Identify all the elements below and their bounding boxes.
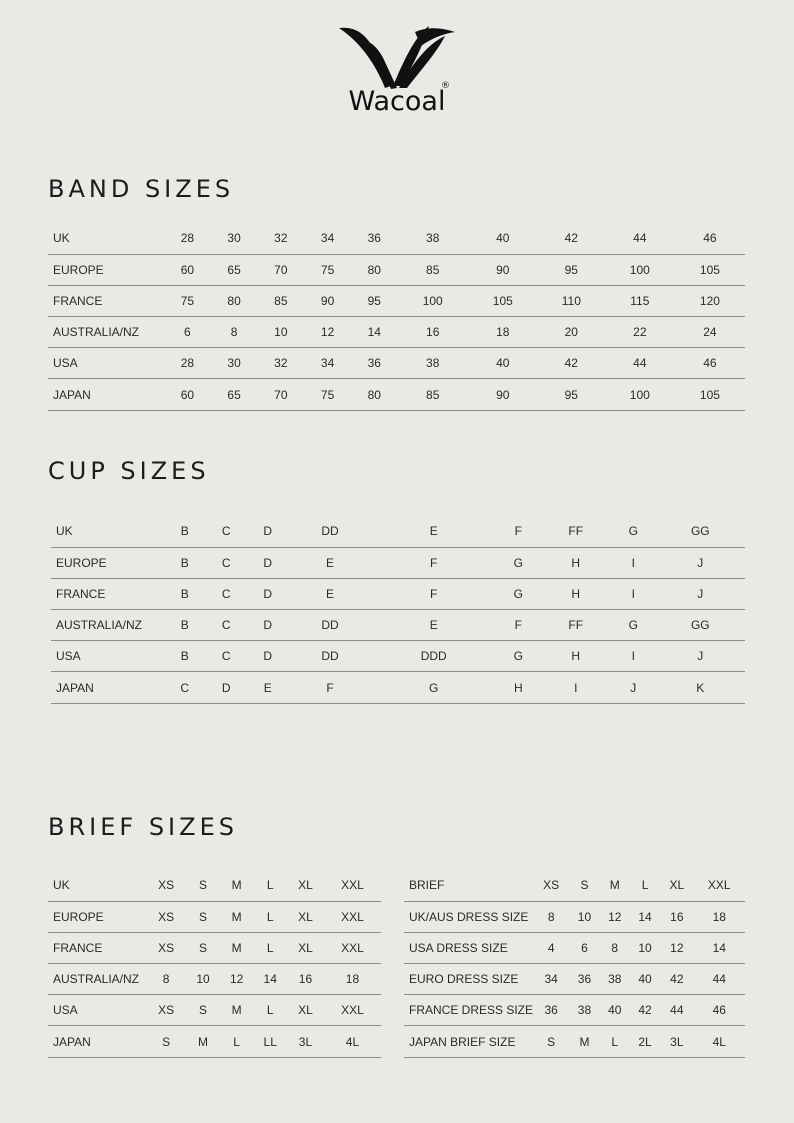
size-cell: D [247, 547, 289, 578]
size-cell: L [253, 870, 287, 901]
row-label: FRANCE [48, 285, 164, 316]
size-cell: 40 [468, 223, 538, 254]
row-label: EURO DRESS SIZE [404, 964, 533, 995]
size-cell: D [247, 516, 289, 547]
size-cell: 38 [398, 223, 468, 254]
size-cell: 10 [257, 317, 304, 348]
size-cell: D [206, 672, 248, 703]
size-cell: G [611, 516, 656, 547]
size-cell: 4L [324, 1026, 381, 1057]
size-cell: 95 [351, 285, 398, 316]
size-cell: 38 [398, 348, 468, 379]
size-cell: 85 [257, 285, 304, 316]
size-cell: 38 [569, 995, 599, 1026]
size-cell: 10 [630, 932, 660, 963]
table-row [404, 870, 745, 901]
size-cell: XXL [324, 901, 381, 932]
size-cell: 4L [693, 1026, 745, 1057]
row-label: FRANCE [51, 578, 164, 609]
size-cell: B [164, 547, 206, 578]
table-row [48, 254, 745, 285]
row-label: USA [48, 348, 164, 379]
size-cell: 40 [468, 348, 538, 379]
size-cell: 2L [630, 1026, 660, 1057]
size-cell: 30 [211, 223, 258, 254]
size-cell: XL [287, 901, 324, 932]
size-cell: 38 [600, 964, 630, 995]
row-label: FRANCE DRESS SIZE [404, 995, 533, 1026]
size-cell: 100 [605, 379, 675, 410]
size-cell: DD [289, 610, 372, 641]
table-row [48, 379, 745, 410]
size-cell: 28 [164, 348, 211, 379]
size-cell: E [372, 516, 496, 547]
size-cell: 105 [675, 254, 745, 285]
size-cell: 95 [538, 379, 605, 410]
size-cell: XXL [324, 870, 381, 901]
size-cell: B [164, 516, 206, 547]
size-cell: 8 [146, 964, 186, 995]
size-cell: 3L [287, 1026, 324, 1057]
size-cell: L [253, 995, 287, 1026]
table-row [51, 578, 745, 609]
row-label: AUSTRALIA/NZ [51, 610, 164, 641]
size-cell: L [253, 901, 287, 932]
size-cell: C [206, 578, 248, 609]
table-row [404, 901, 745, 932]
size-cell: 24 [675, 317, 745, 348]
size-cell: 60 [164, 379, 211, 410]
size-cell: XXL [324, 932, 381, 963]
size-cell: S [569, 870, 599, 901]
row-label: UK [48, 223, 164, 254]
size-cell: H [541, 641, 611, 672]
size-cell: XS [146, 870, 186, 901]
size-cell: 85 [398, 254, 468, 285]
size-cell: B [164, 641, 206, 672]
size-cell: 80 [211, 285, 258, 316]
size-cell: 65 [211, 379, 258, 410]
size-cell: 3L [660, 1026, 693, 1057]
size-cell: 20 [538, 317, 605, 348]
size-cell: 18 [324, 964, 381, 995]
size-cell: XS [146, 901, 186, 932]
size-cell: 8 [600, 932, 630, 963]
size-cell: 12 [600, 901, 630, 932]
row-label: UK [51, 516, 164, 547]
table-row [404, 964, 745, 995]
table-row [48, 995, 381, 1026]
size-cell: M [220, 870, 254, 901]
size-cell: M [186, 1026, 220, 1057]
size-cell: M [569, 1026, 599, 1057]
cup-size-table [51, 516, 745, 704]
size-cell: 36 [533, 995, 569, 1026]
size-cell: J [656, 578, 745, 609]
size-cell: 120 [675, 285, 745, 316]
size-cell: GG [656, 610, 745, 641]
size-cell: I [611, 547, 656, 578]
size-cell: 14 [693, 932, 745, 963]
size-cell: E [247, 672, 289, 703]
size-cell: 32 [257, 223, 304, 254]
size-cell: 105 [675, 379, 745, 410]
size-cell: 4 [533, 932, 569, 963]
row-label: EUROPE [48, 901, 146, 932]
size-cell: 80 [351, 379, 398, 410]
size-cell: 42 [538, 223, 605, 254]
row-label: JAPAN [51, 672, 164, 703]
size-cell: 90 [468, 379, 538, 410]
size-cell: DDD [372, 641, 496, 672]
size-cell: FF [541, 610, 611, 641]
size-cell: G [611, 610, 656, 641]
size-cell: F [496, 516, 541, 547]
size-cell: H [541, 578, 611, 609]
size-cell: 80 [351, 254, 398, 285]
table-row [48, 285, 745, 316]
table-row [51, 610, 745, 641]
size-cell: D [247, 610, 289, 641]
size-cell: 16 [287, 964, 324, 995]
size-cell: I [541, 672, 611, 703]
size-cell: M [220, 901, 254, 932]
size-cell: 6 [569, 932, 599, 963]
size-cell: 70 [257, 254, 304, 285]
size-cell: 90 [304, 285, 351, 316]
table-row [48, 901, 381, 932]
size-cell: D [247, 578, 289, 609]
size-cell: 110 [538, 285, 605, 316]
size-cell: 28 [164, 223, 211, 254]
size-cell: S [533, 1026, 569, 1057]
size-cell: F [289, 672, 372, 703]
size-cell: 12 [220, 964, 254, 995]
size-cell: LL [253, 1026, 287, 1057]
size-cell: I [611, 641, 656, 672]
size-cell: XL [660, 870, 693, 901]
size-cell: 75 [304, 254, 351, 285]
size-cell: 14 [630, 901, 660, 932]
size-cell: 105 [468, 285, 538, 316]
size-cell: C [206, 516, 248, 547]
table-row [51, 641, 745, 672]
size-cell: G [372, 672, 496, 703]
size-cell: F [496, 610, 541, 641]
size-cell: XS [146, 932, 186, 963]
size-cell: 34 [304, 348, 351, 379]
size-cell: 8 [533, 901, 569, 932]
size-cell: 32 [257, 348, 304, 379]
size-cell: XL [287, 932, 324, 963]
size-cell: 85 [398, 379, 468, 410]
row-label: UK [48, 870, 146, 901]
wacoal-wings-icon [337, 22, 457, 92]
row-label: JAPAN [48, 379, 164, 410]
size-cell: L [253, 932, 287, 963]
size-cell: 95 [538, 254, 605, 285]
size-cell: L [600, 1026, 630, 1057]
size-cell: M [220, 932, 254, 963]
size-cell: 34 [304, 223, 351, 254]
size-cell: S [186, 870, 220, 901]
size-cell: 12 [660, 932, 693, 963]
table-row [48, 932, 381, 963]
size-cell: 30 [211, 348, 258, 379]
band-sizes-title: BAND SIZES [48, 175, 235, 203]
row-label: AUSTRALIA/NZ [48, 317, 164, 348]
row-label: USA [48, 995, 146, 1026]
size-cell: 44 [693, 964, 745, 995]
size-cell: C [206, 547, 248, 578]
table-row [51, 516, 745, 547]
size-cell: S [186, 901, 220, 932]
size-cell: J [656, 547, 745, 578]
size-cell: 36 [351, 223, 398, 254]
size-cell: 16 [398, 317, 468, 348]
size-cell: 40 [630, 964, 660, 995]
size-cell: GG [656, 516, 745, 547]
size-cell: D [247, 641, 289, 672]
size-cell: 90 [468, 254, 538, 285]
size-cell: 46 [675, 223, 745, 254]
size-cell: E [289, 547, 372, 578]
size-cell: 14 [253, 964, 287, 995]
size-cell: 16 [660, 901, 693, 932]
row-label: USA DRESS SIZE [404, 932, 533, 963]
dress-size-table [404, 870, 745, 1058]
row-label: AUSTRALIA/NZ [48, 964, 146, 995]
size-cell: C [206, 610, 248, 641]
size-cell: B [164, 578, 206, 609]
size-cell: E [289, 578, 372, 609]
row-label: EUROPE [48, 254, 164, 285]
table-row [48, 223, 745, 254]
size-cell: XL [287, 870, 324, 901]
table-row [48, 870, 381, 901]
size-cell: 18 [693, 901, 745, 932]
row-label: USA [51, 641, 164, 672]
size-cell: J [611, 672, 656, 703]
size-cell: H [541, 547, 611, 578]
size-cell: I [611, 578, 656, 609]
row-label: EUROPE [51, 547, 164, 578]
size-cell: 60 [164, 254, 211, 285]
size-cell: XL [287, 995, 324, 1026]
size-cell: XS [146, 995, 186, 1026]
size-cell: 100 [398, 285, 468, 316]
size-cell: S [186, 932, 220, 963]
size-cell: 70 [257, 379, 304, 410]
table-row [51, 547, 745, 578]
size-cell: F [372, 547, 496, 578]
size-cell: G [496, 547, 541, 578]
size-cell: S [146, 1026, 186, 1057]
size-cell: G [496, 641, 541, 672]
row-label: BRIEF [404, 870, 533, 901]
band-size-table [48, 223, 745, 411]
size-cell: 22 [605, 317, 675, 348]
size-cell: 8 [211, 317, 258, 348]
cup-sizes-title: CUP SIZES [48, 457, 210, 485]
size-cell: 75 [304, 379, 351, 410]
brand-wordmark: Wacoal [348, 86, 446, 117]
size-cell: 115 [605, 285, 675, 316]
size-cell: 18 [468, 317, 538, 348]
size-cell: 10 [569, 901, 599, 932]
row-label: JAPAN BRIEF SIZE [404, 1026, 533, 1057]
brief-sizes-title: BRIEF SIZES [48, 813, 238, 841]
size-cell: M [220, 995, 254, 1026]
size-cell: E [372, 610, 496, 641]
size-cell: 6 [164, 317, 211, 348]
brief-size-table [48, 870, 381, 1058]
size-cell: C [206, 641, 248, 672]
size-cell: 40 [600, 995, 630, 1026]
size-cell: G [496, 578, 541, 609]
table-row [48, 1026, 381, 1057]
size-cell: FF [541, 516, 611, 547]
table-row [48, 317, 745, 348]
size-cell: F [372, 578, 496, 609]
size-cell: J [656, 641, 745, 672]
table-row [51, 672, 745, 703]
size-cell: 65 [211, 254, 258, 285]
size-cell: K [656, 672, 745, 703]
size-cell: XXL [324, 995, 381, 1026]
row-label: JAPAN [48, 1026, 146, 1057]
size-cell: 44 [605, 223, 675, 254]
size-cell: XXL [693, 870, 745, 901]
size-cell: 10 [186, 964, 220, 995]
size-cell: C [164, 672, 206, 703]
size-cell: DD [289, 516, 372, 547]
size-cell: DD [289, 641, 372, 672]
size-cell: 42 [660, 964, 693, 995]
brand-logo [0, 22, 794, 122]
size-cell: 42 [630, 995, 660, 1026]
size-cell: 42 [538, 348, 605, 379]
size-cell: L [630, 870, 660, 901]
row-label: UK/AUS DRESS SIZE [404, 901, 533, 932]
size-cell: 14 [351, 317, 398, 348]
row-label: FRANCE [48, 932, 146, 963]
table-row [48, 964, 381, 995]
size-cell: 36 [569, 964, 599, 995]
registered-mark: ® [441, 81, 450, 91]
size-cell: 36 [351, 348, 398, 379]
size-cell: 46 [675, 348, 745, 379]
table-row [404, 932, 745, 963]
size-cell: 44 [605, 348, 675, 379]
size-cell: 46 [693, 995, 745, 1026]
size-cell: M [600, 870, 630, 901]
table-row [404, 995, 745, 1026]
size-cell: H [496, 672, 541, 703]
size-cell: 34 [533, 964, 569, 995]
size-cell: 100 [605, 254, 675, 285]
size-cell: L [220, 1026, 254, 1057]
size-cell: S [186, 995, 220, 1026]
table-row [48, 348, 745, 379]
size-cell: XS [533, 870, 569, 901]
size-cell: 44 [660, 995, 693, 1026]
size-cell: 75 [164, 285, 211, 316]
table-row [404, 1026, 745, 1057]
size-cell: B [164, 610, 206, 641]
size-cell: 12 [304, 317, 351, 348]
